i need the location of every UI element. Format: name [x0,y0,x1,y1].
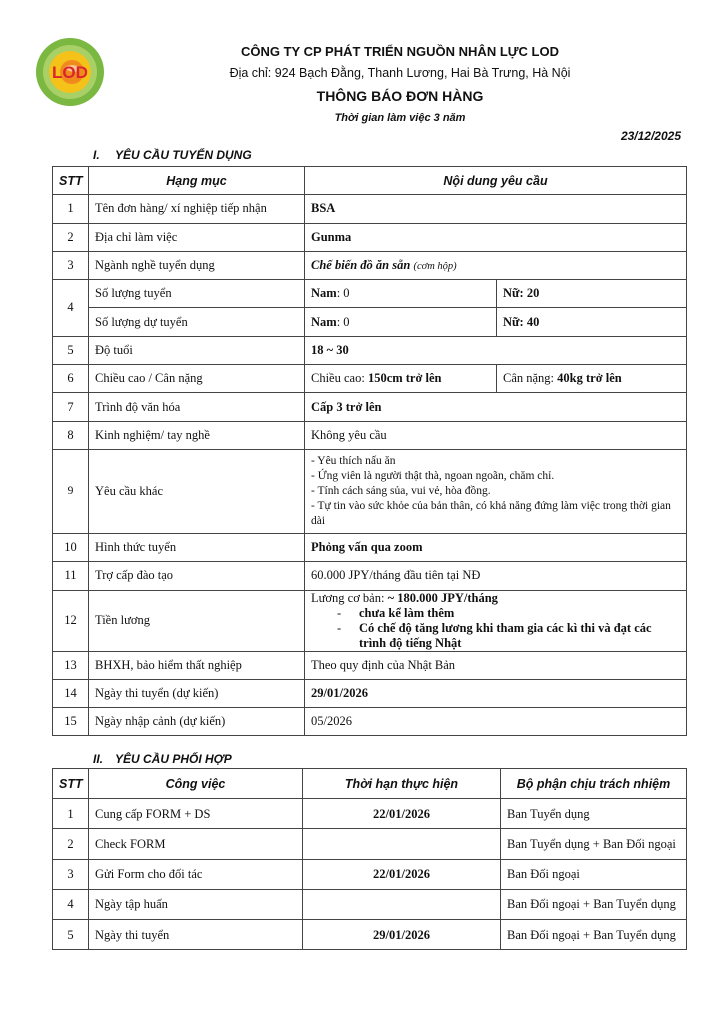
company-name: CÔNG TY CP PHÁT TRIỂN NGUỒN NHÂN LỰC LOD [241,44,559,59]
section-2-number: II. [93,752,104,766]
row-item: BHXH, bảo hiểm thất nghiệp [89,651,305,679]
row-stt: 1 [53,799,89,829]
job-field-note: (cơm hộp) [413,261,457,273]
row-deadline: 29/01/2026 [303,919,501,949]
male-label: Nam [311,314,337,329]
row-task: Gửi Form cho đối tác [89,859,303,889]
table-row [53,799,687,829]
row-stt: 5 [53,336,89,364]
row-item: Kinh nghiệm/ tay nghề [89,421,305,449]
row-item: Tên đơn hàng/ xí nghiệp tiếp nhận [89,195,305,223]
row-dept: Ban Tuyển dụng + Ban Đối ngoại [501,829,687,859]
table-row [53,251,687,279]
row-item: Địa chỉ làm việc [89,223,305,251]
row-value: Cấp 3 trở lên [305,393,687,421]
job-field: Chế biến đồ ăn sẵn [311,258,411,273]
salary-cell [305,590,687,651]
row-stt: 6 [53,365,89,393]
header-content: Nội dung yêu cầu [305,167,687,195]
row-item: Hình thức tuyển [89,533,305,561]
base-salary [311,591,680,606]
row-stt: 2 [53,829,89,859]
header-task: Công việc [89,769,303,799]
male-label: Nam [311,286,337,301]
table-row [53,829,687,859]
document-date: 23/12/2025 [620,129,681,143]
female-label: Nữ [503,314,520,329]
candidates-male [305,308,497,336]
row-item: Chiều cao / Cân nặng [89,365,305,393]
row-stt: 13 [53,651,89,679]
row-stt: 9 [53,449,89,533]
row-dept: Ban Tuyển dụng [501,799,687,829]
table-row [53,223,687,251]
row-value: 05/2026 [305,708,687,736]
row-stt: 12 [53,590,89,651]
row-deadline: 22/01/2026 [303,859,501,889]
row-item: Số lượng tuyển [89,280,305,308]
table-header-row [53,769,687,799]
table-row [53,421,687,449]
row-stt: 3 [53,859,89,889]
row-value: 18 ~ 30 [305,336,687,364]
row-stt: 11 [53,562,89,590]
row-value: Gunma [305,223,687,251]
header-stt: STT [53,769,89,799]
salary-note: - chưa kể làm thêm [337,606,680,621]
male-value: : 0 [336,286,350,301]
row-stt: 8 [53,421,89,449]
row-task: Cung cấp FORM + DS [89,799,303,829]
weight-value: 40kg trở lên [557,371,622,386]
table-row [53,449,687,533]
section-1-number: I. [93,148,100,162]
document-title: THÔNG BÁO ĐƠN HÀNG [316,88,484,104]
row-stt: 3 [53,251,89,279]
table-row [53,195,687,223]
requirement-line: - Yêu thích nấu ăn [311,454,396,467]
row-deadline [303,889,501,919]
row-dept: Ban Đối ngoại + Ban Tuyển dụng [501,919,687,949]
salary-notes [337,606,680,651]
row-item: Độ tuổi [89,336,305,364]
quota-male [305,280,497,308]
svg-text:LOD: LOD [52,63,88,82]
lod-logo [34,36,106,108]
row-task: Ngày thi tuyển [89,919,303,949]
row-stt: 4 [53,280,89,337]
section-2-heading [93,752,232,766]
row-item: Ngành nghề tuyển dụng [89,251,305,279]
row-task: Check FORM [89,829,303,859]
table-row [53,651,687,679]
table-row [53,308,687,336]
row-item: Ngày nhập cảnh (dự kiến) [89,708,305,736]
row-item: Ngày thi tuyển (dự kiến) [89,679,305,707]
row-value [305,251,687,279]
requirement-line: - Tự tin vào sức khỏe của bản thân, có khả năng đứng làm việc trong thời gian dài [311,499,671,527]
table-row [53,365,687,393]
row-value: 29/01/2026 [305,679,687,707]
table-row [53,708,687,736]
row-item: Số lượng dự tuyển [89,308,305,336]
female-value: : 20 [519,286,540,301]
table-row [53,889,687,919]
row-item: Trợ cấp đào tạo [89,562,305,590]
recruitment-requirements-table [52,166,687,736]
section-1-heading [93,148,252,162]
male-value: : 0 [336,314,350,329]
height-value: 150cm trở lên [367,371,442,386]
table-row [53,859,687,889]
row-item: Trình độ văn hóa [89,393,305,421]
salary-note: - Có chế độ tăng lương khi tham gia các kì thi và đạt các trình độ tiếng Nhật [337,621,680,651]
row-stt: 10 [53,533,89,561]
table-row [53,919,687,949]
requirement-line: - Ứng viên là người thật thà, ngoan ngoãn, chăm chỉ. [311,469,555,482]
height-cell [305,365,497,393]
table-row [53,679,687,707]
row-stt: 14 [53,679,89,707]
other-requirements [305,449,687,533]
row-deadline [303,829,501,859]
row-value: Theo quy định của Nhật Bản [305,651,687,679]
requirement-line: - Tính cách sáng sủa, vui vẻ, hòa đồng. [311,484,491,497]
row-stt: 2 [53,223,89,251]
row-stt: 4 [53,889,89,919]
table-row [53,336,687,364]
coordination-table [52,768,687,950]
row-stt: 7 [53,393,89,421]
weight-label: Cân nặng: [503,371,558,386]
row-stt: 15 [53,708,89,736]
quota-female [497,280,687,308]
header-deadline: Thời hạn thực hiện [303,769,501,799]
table-row [53,280,687,308]
row-dept: Ban Đối ngoại + Ban Tuyển dụng [501,889,687,919]
female-value: : 40 [519,314,540,329]
row-value: BSA [305,195,687,223]
row-stt: 1 [53,195,89,223]
section-2-title: YÊU CẦU PHỐI HỢP [115,752,232,766]
base-salary-value: ~ 180.000 JPY/tháng [387,590,498,605]
row-item: Yêu cầu khác [89,449,305,533]
base-salary-label: Lương cơ bản: [311,590,388,605]
header-item: Hạng mục [89,167,305,195]
row-value: 60.000 JPY/tháng đầu tiên tại NĐ [305,562,687,590]
table-row [53,533,687,561]
weight-cell [497,365,687,393]
female-label: Nữ [503,286,520,301]
candidates-female [497,308,687,336]
row-item: Tiền lương [89,590,305,651]
table-header-row [53,167,687,195]
document-subtitle: Thời gian làm việc 3 năm [334,112,466,124]
row-value: Không yêu cầu [305,421,687,449]
header-dept: Bộ phận chịu trách nhiệm [501,769,687,799]
section-1-title: YÊU CẦU TUYỂN DỤNG [115,148,252,162]
row-stt: 5 [53,919,89,949]
row-value: Phỏng vấn qua zoom [305,533,687,561]
header-stt: STT [53,167,89,195]
height-label: Chiều cao: [311,371,368,386]
table-row [53,562,687,590]
row-dept: Ban Đối ngoại [501,859,687,889]
table-row [53,590,687,651]
row-task: Ngày tập huấn [89,889,303,919]
row-deadline: 22/01/2026 [303,799,501,829]
company-address: Địa chỉ: 924 Bạch Đằng, Thanh Lương, Hai Bà Trưng, Hà Nội [229,66,571,80]
table-row [53,393,687,421]
